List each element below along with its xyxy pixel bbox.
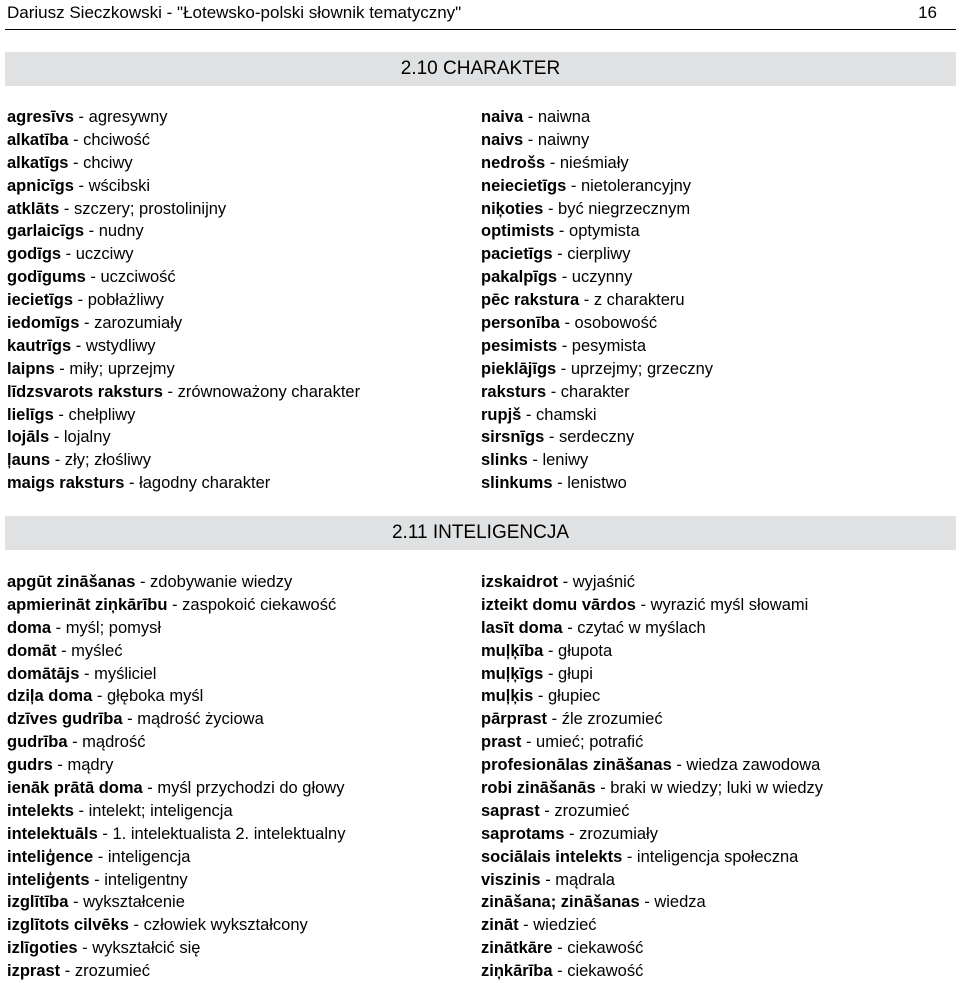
entry-term: maigs raksturs <box>7 474 125 493</box>
entry-term: gudrs <box>7 756 53 775</box>
dictionary-entry: intelektuāls - 1. intelektualista 2. intelektualny <box>7 824 346 843</box>
dictionary-entry: godīgs - uczciwy <box>7 245 134 264</box>
dictionary-entry: gudrība - mądrość <box>7 733 146 752</box>
entry-translation: serdeczny <box>558 428 635 447</box>
entry-translation: wścibski <box>88 176 151 195</box>
entry-term: intelektuāls <box>7 824 98 843</box>
entry-translation: głupota <box>558 641 613 660</box>
dictionary-entry: prast - umieć; potrafić <box>481 733 644 752</box>
entry-term: nedrošs <box>481 153 546 172</box>
dictionary-entry: izprast - zrozumieć <box>7 962 151 981</box>
entry-translation: mądry <box>67 756 114 775</box>
dictionary-entry: muļķis - głupiec <box>481 687 601 706</box>
entry-translation: pobłażliwy <box>87 291 164 310</box>
entries-charakter-left <box>7 106 360 495</box>
dictionary-entry: pieklājīgs - uprzejmy; grzeczny <box>481 359 714 378</box>
entry-translation: wiedza <box>654 893 706 912</box>
entry-translation: inteligencja społeczna <box>636 847 799 866</box>
entry-translation: mądrala <box>555 870 615 889</box>
entry-term: apmierināt ziņkārību <box>7 595 168 614</box>
dictionary-entry: naivs - naiwny <box>481 130 590 149</box>
dictionary-entry: iedomīgs - zarozumiały <box>7 314 183 333</box>
entry-term: intelekts <box>7 801 74 820</box>
dictionary-entry: apgūt zināšanas - zdobywanie wiedzy <box>7 573 293 591</box>
entry-translation: człowiek wykształcony <box>143 916 308 935</box>
entry-translation: z charakteru <box>593 291 685 310</box>
entry-translation: ciekawość <box>567 962 644 981</box>
entry-term: pieklājīgs <box>481 359 557 378</box>
entry-translation: cierpliwy <box>567 245 631 264</box>
dictionary-entry: slinkums - lenistwo <box>481 474 627 493</box>
dictionary-entry: ļauns - zły; złośliwy <box>7 451 151 470</box>
entry-translation: nieśmiały <box>559 153 629 172</box>
dictionary-entry: gudrs - mądry <box>7 756 114 775</box>
dictionary-entry: atklāts - szczery; prostolinijny <box>7 199 227 218</box>
entries-inteligencja-right <box>481 571 823 983</box>
entry-translation: łagodny charakter <box>139 474 271 493</box>
entry-term: raksturs <box>481 382 547 401</box>
dictionary-entry: lojāls - lojalny <box>7 428 111 447</box>
entry-translation: źle zrozumieć <box>561 710 663 729</box>
dictionary-entry: agresīvs - agresywny <box>7 108 168 126</box>
entry-translation: zły; złośliwy <box>64 451 151 470</box>
dictionary-entry: zinātkāre - ciekawość <box>481 939 644 958</box>
section-heading-inteligencja: 2.11 INTELIGENCJA <box>5 516 956 550</box>
entry-translation: lojalny <box>63 428 111 447</box>
entry-translation: głęboka myśl <box>106 687 204 706</box>
dictionary-entry: zināšana; zināšanas - wiedza <box>481 893 706 912</box>
entry-term: izprast <box>7 962 61 981</box>
entry-translation: mądrość <box>82 733 146 752</box>
entry-term: godīgs <box>7 245 62 264</box>
entry-translation: chamski <box>536 405 597 424</box>
entry-translation: chciwość <box>83 130 151 149</box>
entry-translation: inteligencja <box>107 847 191 866</box>
entry-translation: uczciwy <box>75 245 134 264</box>
entries-charakter-right <box>481 106 713 495</box>
entry-term: sociālais intelekts <box>481 847 623 866</box>
entry-term: alkatība <box>7 130 69 149</box>
entry-translation: wiedzieć <box>533 916 597 935</box>
entry-translation: naiwna <box>537 108 591 126</box>
dictionary-entry: apnicīgs - wścibski <box>7 176 151 195</box>
entry-term: prast <box>481 733 522 752</box>
dictionary-entry: laipns - miły; uprzejmy <box>7 359 175 378</box>
dictionary-entry: rupjš - chamski <box>481 405 597 424</box>
dictionary-entry: sirsnīgs - serdeczny <box>481 428 635 447</box>
dictionary-entry: apmierināt ziņkārību - zaspokoić ciekawość <box>7 595 337 614</box>
dictionary-entry: zināt - wiedzieć <box>481 916 597 935</box>
entry-translation: 1. intelektualista 2. intelektualny <box>112 824 346 843</box>
entry-term: domāt <box>7 641 57 660</box>
entry-term: ienāk prātā doma <box>7 779 143 798</box>
dictionary-entry: muļķība - głupota <box>481 641 613 660</box>
entry-term: pakalpīgs <box>481 268 558 287</box>
entry-term: muļķis <box>481 687 534 706</box>
entry-translation: agresywny <box>88 108 168 126</box>
entry-translation: nudny <box>98 222 144 241</box>
entry-term: zināšana; zināšanas <box>481 893 640 912</box>
entry-translation: mądrość życiowa <box>137 710 264 729</box>
dictionary-entry: saprast - zrozumieć <box>481 801 630 820</box>
entry-translation: wyjaśnić <box>572 573 636 591</box>
entry-translation: lenistwo <box>567 474 627 493</box>
entry-translation: zdobywanie wiedzy <box>150 573 293 591</box>
entry-term: izlīgoties <box>7 939 78 958</box>
entry-translation: myśleć <box>71 641 123 660</box>
entry-term: niķoties <box>481 199 544 218</box>
dictionary-entry: lielīgs - chełpliwy <box>7 405 136 424</box>
dictionary-entry: pesimists - pesymista <box>481 336 647 355</box>
entry-term: muļķīgs <box>481 664 544 683</box>
entry-translation: ciekawość <box>567 939 644 958</box>
entry-translation: charakter <box>560 382 630 401</box>
entry-translation: intelekt; inteligencja <box>88 801 233 820</box>
entry-translation: wiedza zawodowa <box>686 756 821 775</box>
entry-term: viszinis <box>481 870 541 889</box>
entry-term: izglītība <box>7 893 69 912</box>
entry-term: lielīgs <box>7 405 54 424</box>
entry-term: rupjš <box>481 405 522 424</box>
entry-term: apgūt zināšanas <box>7 573 136 591</box>
dictionary-entry: doma - myśl; pomysł <box>7 618 162 637</box>
entries-inteligencja-left <box>7 571 345 983</box>
dictionary-entry: izskaidrot - wyjaśnić <box>481 573 636 591</box>
dictionary-entry: domāt - myśleć <box>7 641 123 660</box>
entry-translation: zaspokoić ciekawość <box>182 595 337 614</box>
entry-term: laipns <box>7 359 55 378</box>
entry-term: muļķība <box>481 641 544 660</box>
dictionary-entry: izlīgoties - wykształcić się <box>7 939 201 958</box>
dictionary-entry: robi zināšanās - braki w wiedzy; luki w wiedzy <box>481 779 824 798</box>
entry-term: slinks <box>481 451 528 470</box>
entry-translation: naiwny <box>537 130 590 149</box>
entry-translation: być niegrzecznym <box>558 199 691 218</box>
entry-term: godīgums <box>7 268 86 287</box>
entry-translation: uczynny <box>571 268 633 287</box>
dictionary-entry: dzīves gudrība - mądrość życiowa <box>7 710 264 729</box>
dictionary-entry: saprotams - zrozumiały <box>481 824 658 843</box>
entry-term: atklāts <box>7 199 60 218</box>
dictionary-entry: līdzsvarots raksturs - zrównoważony charakter <box>7 382 361 401</box>
dictionary-entry: viszinis - mądrala <box>481 870 615 889</box>
entry-term: saprotams <box>481 824 565 843</box>
dictionary-entry: garlaicīgs - nudny <box>7 222 144 241</box>
page-header <box>7 2 937 26</box>
entry-term: agresīvs <box>7 108 74 126</box>
dictionary-entry: izglītots cilvēks - człowiek wykształcony <box>7 916 308 935</box>
entry-translation: zrozumiały <box>579 824 658 843</box>
dictionary-entry: pakalpīgs - uczynny <box>481 268 633 287</box>
entry-translation: wstydliwy <box>85 336 156 355</box>
entry-translation: zarozumiały <box>94 314 183 333</box>
dictionary-entry: optimists - optymista <box>481 222 640 241</box>
dictionary-entry: iecietīgs - pobłażliwy <box>7 291 164 310</box>
dictionary-entry: dziļa doma - głęboka myśl <box>7 687 204 706</box>
dictionary-entry: alkatīgs - chciwy <box>7 153 133 172</box>
entry-term: personība <box>481 314 560 333</box>
dictionary-entry: izteikt domu vārdos - wyrazić myśl słowami <box>481 595 809 614</box>
dictionary-entry: slinks - leniwy <box>481 451 589 470</box>
entry-translation: chełpliwy <box>68 405 136 424</box>
entry-translation: leniwy <box>542 451 589 470</box>
entry-translation: pesymista <box>571 336 647 355</box>
dictionary-entry: kautrīgs - wstydliwy <box>7 336 156 355</box>
entry-translation: głupi <box>558 664 593 683</box>
entry-term: alkatīgs <box>7 153 69 172</box>
dictionary-entry: maigs raksturs - łagodny charakter <box>7 474 271 493</box>
entry-term: izglītots cilvēks <box>7 916 129 935</box>
entry-translation: szczery; prostolinijny <box>73 199 227 218</box>
entry-translation: czytać w myślach <box>577 618 706 637</box>
entry-term: līdzsvarots raksturs <box>7 382 163 401</box>
entry-term: iecietīgs <box>7 291 74 310</box>
entry-term: apnicīgs <box>7 176 74 195</box>
entry-translation: wykształcenie <box>83 893 185 912</box>
entry-term: naiva <box>481 108 524 126</box>
entry-translation: wyrazić myśl słowami <box>650 595 809 614</box>
entry-term: gudrība <box>7 733 68 752</box>
entry-translation: miły; uprzejmy <box>69 359 175 378</box>
dictionary-entry: pēc rakstura - z charakteru <box>481 291 685 310</box>
header-rule <box>5 29 956 30</box>
dictionary-entry: nedrošs - nieśmiały <box>481 153 629 172</box>
dictionary-entry: ienāk prātā doma - myśl przychodzi do głowy <box>7 779 345 798</box>
entry-translation: uczciwość <box>100 268 176 287</box>
entry-translation: chciwy <box>83 153 133 172</box>
dictionary-entry: naiva - naiwna <box>481 108 591 126</box>
dictionary-entry: niķoties - być niegrzecznym <box>481 199 691 218</box>
dictionary-entry: raksturs - charakter <box>481 382 630 401</box>
entry-term: optimists <box>481 222 555 241</box>
entry-translation: głupiec <box>547 687 601 706</box>
dictionary-entry: pārprast - źle zrozumieć <box>481 710 663 729</box>
entry-translation: umieć; potrafić <box>536 733 644 752</box>
entry-term: neiecietīgs <box>481 176 567 195</box>
page-number: 16 <box>918 3 937 22</box>
dictionary-entry: godīgums - uczciwość <box>7 268 176 287</box>
entry-term: lojāls <box>7 428 50 447</box>
entry-term: sirsnīgs <box>481 428 545 447</box>
entry-term: doma <box>7 618 52 637</box>
entry-term: naivs <box>481 130 524 149</box>
entry-translation: optymista <box>569 222 640 241</box>
dictionary-entry: neiecietīgs - nietolerancyjny <box>481 176 692 195</box>
dictionary-entry: domātājs - myśliciel <box>7 664 157 683</box>
entry-term: robi zināšanās <box>481 779 596 798</box>
document-title: Dariusz Sieczkowski - "Łotewsko-polski słownik tematyczny" <box>7 3 462 22</box>
entry-term: izskaidrot <box>481 573 559 591</box>
dictionary-entry: izglītība - wykształcenie <box>7 893 185 912</box>
dictionary-entry: lasīt doma - czytać w myślach <box>481 618 706 637</box>
dictionary-entry: personība - osobowość <box>481 314 658 333</box>
dictionary-entry: profesionālas zināšanas - wiedza zawodowa <box>481 756 821 775</box>
dictionary-entry: alkatība - chciwość <box>7 130 151 149</box>
entry-term: ļauns <box>7 451 51 470</box>
entry-term: saprast <box>481 801 540 820</box>
entry-translation: zrozumieć <box>74 962 151 981</box>
entry-term: slinkums <box>481 474 553 493</box>
entry-translation: myśl przychodzi do głowy <box>157 779 345 798</box>
entry-term: pesimists <box>481 336 558 355</box>
dictionary-entry: ziņkārība - ciekawość <box>481 962 644 981</box>
dictionary-entry: intelekts - intelekt; inteligencja <box>7 801 233 820</box>
entry-translation: myśliciel <box>94 664 157 683</box>
entry-term: domātājs <box>7 664 80 683</box>
entry-translation: nietolerancyjny <box>580 176 692 195</box>
entry-term: inteliģence <box>7 847 94 866</box>
section-heading-charakter: 2.10 CHARAKTER <box>5 52 956 86</box>
entry-translation: zrównoważony charakter <box>177 382 361 401</box>
entry-term: pārprast <box>481 710 548 729</box>
dictionary-entry: inteliģence - inteligencja <box>7 847 191 866</box>
entry-term: zināt <box>481 916 519 935</box>
entry-translation: osobowość <box>574 314 658 333</box>
entry-term: ziņkārība <box>481 962 553 981</box>
dictionary-entry: muļķīgs - głupi <box>481 664 593 683</box>
entry-translation: myśl; pomysł <box>65 618 162 637</box>
dictionary-entry: pacietīgs - cierpliwy <box>481 245 631 264</box>
entry-translation: zrozumieć <box>554 801 630 820</box>
entry-translation: inteligentny <box>104 870 188 889</box>
entry-translation: braki w wiedzy; luki w wiedzy <box>610 779 824 798</box>
entry-term: profesionālas zināšanas <box>481 756 672 775</box>
entry-term: izteikt domu vārdos <box>481 595 636 614</box>
entry-term: dzīves gudrība <box>7 710 123 729</box>
entry-term: dziļa doma <box>7 687 93 706</box>
entry-term: pēc rakstura <box>481 291 580 310</box>
entry-term: inteliģents <box>7 870 90 889</box>
entry-term: iedomīgs <box>7 314 80 333</box>
entry-translation: uprzejmy; grzeczny <box>570 359 714 378</box>
entry-term: kautrīgs <box>7 336 72 355</box>
entry-term: garlaicīgs <box>7 222 85 241</box>
entry-translation: wykształcić się <box>92 939 201 958</box>
dictionary-entry: inteliģents - inteligentny <box>7 870 188 889</box>
entry-term: lasīt doma <box>481 618 563 637</box>
entry-term: pacietīgs <box>481 245 553 264</box>
entry-term: zinātkāre <box>481 939 553 958</box>
dictionary-entry: sociālais intelekts - inteligencja społeczna <box>481 847 799 866</box>
